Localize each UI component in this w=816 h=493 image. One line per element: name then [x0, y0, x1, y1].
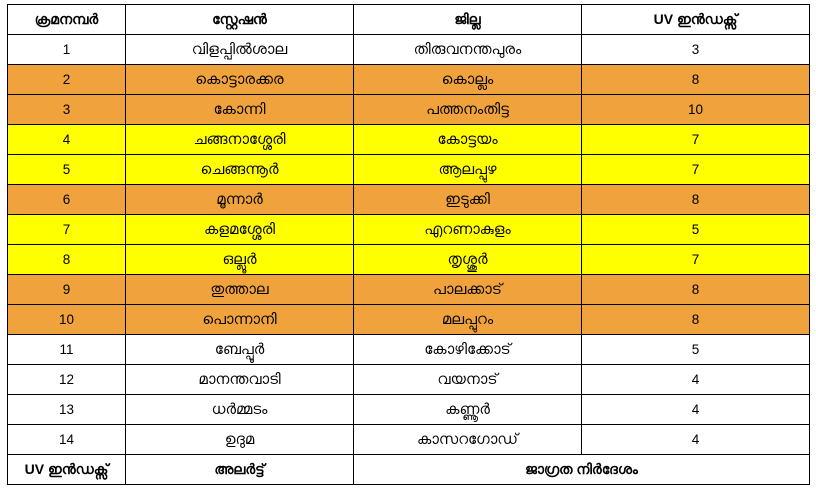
- cell-uv-index: 7: [582, 245, 810, 275]
- cell-serial: 2: [8, 65, 126, 95]
- table-footer: [8, 455, 810, 485]
- cell-uv-index: 8: [582, 275, 810, 305]
- cell-serial: 4: [8, 125, 126, 155]
- cell-station: മൂന്നാർ: [126, 185, 354, 215]
- cell-district: തിരുവനന്തപുരം: [354, 35, 582, 65]
- cell-station: കോന്നി: [126, 95, 354, 125]
- cell-station: മാനന്തവാടി: [126, 365, 354, 395]
- cell-serial: 11: [8, 335, 126, 365]
- cell-district: കാസറഗോഡ്: [354, 425, 582, 455]
- cell-serial: 1: [8, 35, 126, 65]
- table-row: [8, 395, 810, 425]
- table-row: [8, 125, 810, 155]
- cell-district: വയനാട്: [354, 365, 582, 395]
- uv-index-table: [7, 4, 810, 485]
- cell-uv-index: 7: [582, 125, 810, 155]
- cell-district: മലപ്പുറം: [354, 305, 582, 335]
- header-uv-index: UV ഇൻഡക്സ്: [582, 5, 810, 35]
- cell-station: കളമശ്ശേരി: [126, 215, 354, 245]
- footer-alert: അലർട്ട്: [126, 455, 354, 485]
- cell-district: തൃശ്ശൂർ: [354, 245, 582, 275]
- cell-serial: 12: [8, 365, 126, 395]
- cell-uv-index: 5: [582, 335, 810, 365]
- table-row: [8, 275, 810, 305]
- cell-serial: 3: [8, 95, 126, 125]
- cell-serial: 13: [8, 395, 126, 425]
- cell-district: കൊല്ലം: [354, 65, 582, 95]
- cell-district: കോട്ടയം: [354, 125, 582, 155]
- footer-uv-index: UV ഇൻഡക്സ്: [8, 455, 126, 485]
- cell-uv-index: 4: [582, 365, 810, 395]
- cell-station: ചങ്ങനാശ്ശേരി: [126, 125, 354, 155]
- table-row: [8, 215, 810, 245]
- cell-district: ഇടുക്കി: [354, 185, 582, 215]
- cell-station: വിളപ്പിൽശാല: [126, 35, 354, 65]
- table-body: [8, 35, 810, 455]
- table-footer-row: [8, 455, 810, 485]
- footer-advisory: ജാഗ്രത നിർദേശം: [354, 455, 810, 485]
- cell-serial: 14: [8, 425, 126, 455]
- cell-district: പത്തനംതിട്ട: [354, 95, 582, 125]
- cell-serial: 8: [8, 245, 126, 275]
- table-row: [8, 155, 810, 185]
- cell-station: ഉദുമ: [126, 425, 354, 455]
- cell-uv-index: 8: [582, 305, 810, 335]
- cell-uv-index: 8: [582, 65, 810, 95]
- cell-district: കോഴിക്കോട്: [354, 335, 582, 365]
- cell-station: ഒല്ലൂർ: [126, 245, 354, 275]
- cell-serial: 6: [8, 185, 126, 215]
- cell-uv-index: 4: [582, 425, 810, 455]
- table-row: [8, 35, 810, 65]
- cell-serial: 7: [8, 215, 126, 245]
- table-row: [8, 65, 810, 95]
- cell-station: ബേപ്പൂർ: [126, 335, 354, 365]
- cell-uv-index: 10: [582, 95, 810, 125]
- cell-serial: 5: [8, 155, 126, 185]
- table-row: [8, 95, 810, 125]
- cell-serial: 9: [8, 275, 126, 305]
- cell-serial: 10: [8, 305, 126, 335]
- table-row: [8, 305, 810, 335]
- cell-uv-index: 5: [582, 215, 810, 245]
- header-serial: ക്രമനമ്പർ: [8, 5, 126, 35]
- cell-uv-index: 4: [582, 395, 810, 425]
- cell-district: കണ്ണൂർ: [354, 395, 582, 425]
- cell-district: പാലക്കാട്: [354, 275, 582, 305]
- cell-uv-index: 8: [582, 185, 810, 215]
- cell-district: എറണാകുളം: [354, 215, 582, 245]
- table-row: [8, 245, 810, 275]
- table-row: [8, 425, 810, 455]
- cell-uv-index: 7: [582, 155, 810, 185]
- cell-uv-index: 3: [582, 35, 810, 65]
- cell-station: ചെങ്ങന്നൂർ: [126, 155, 354, 185]
- header-district: ജില്ല: [354, 5, 582, 35]
- table-row: [8, 335, 810, 365]
- cell-station: തുത്താല: [126, 275, 354, 305]
- cell-station: കൊട്ടാരക്കര: [126, 65, 354, 95]
- table-row: [8, 365, 810, 395]
- cell-station: പൊന്നാനി: [126, 305, 354, 335]
- cell-district: ആലപ്പുഴ: [354, 155, 582, 185]
- table-header: [8, 5, 810, 35]
- table-header-row: [8, 5, 810, 35]
- header-station: സ്റ്റേഷൻ: [126, 5, 354, 35]
- table-row: [8, 185, 810, 215]
- cell-station: ധർമ്മടം: [126, 395, 354, 425]
